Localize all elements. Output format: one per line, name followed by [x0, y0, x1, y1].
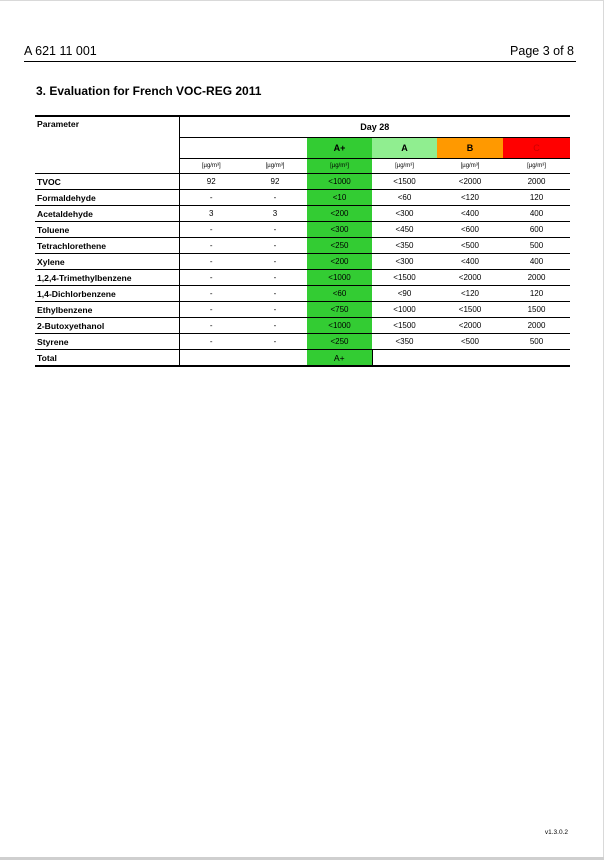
parameter-name: Toluene — [35, 222, 179, 238]
value-cell-a: <350 — [372, 238, 437, 254]
value-cell-v2: - — [243, 334, 307, 350]
evaluation-table-wrapper — [35, 115, 570, 367]
value-cell-v2: - — [243, 270, 307, 286]
blank-header-cell — [243, 138, 307, 159]
table-row — [35, 238, 570, 254]
value-cell-a: <1500 — [372, 174, 437, 190]
version-label: v1.3.0.2 — [544, 829, 568, 836]
value-cell-c: 2000 — [503, 318, 570, 334]
value-cell-ap: <1000 — [307, 270, 372, 286]
table-row — [35, 286, 570, 302]
value-cell-ap: <300 — [307, 222, 372, 238]
day-header: Day 28 — [179, 116, 570, 138]
parameter-name: Xylene — [35, 254, 179, 270]
value-cell-c: 1500 — [503, 302, 570, 318]
value-cell-v1: - — [179, 286, 243, 302]
value-cell-a: <300 — [372, 206, 437, 222]
value-cell-b: <600 — [437, 222, 503, 238]
total-blank-cell — [243, 350, 307, 367]
value-cell-a: <450 — [372, 222, 437, 238]
unit-cell: [µg/m³] — [372, 159, 437, 174]
evaluation-table — [35, 115, 570, 367]
value-cell-v1: - — [179, 334, 243, 350]
page-header — [24, 44, 576, 62]
value-cell-b: <120 — [437, 190, 503, 206]
unit-cell: [µg/m³] — [503, 159, 570, 174]
parameter-name: Tetrachlorethene — [35, 238, 179, 254]
value-cell-a: <1000 — [372, 302, 437, 318]
value-cell-a: <1500 — [372, 318, 437, 334]
value-cell-c: 600 — [503, 222, 570, 238]
value-cell-v2: - — [243, 302, 307, 318]
page-edge-top — [0, 0, 604, 1]
table-row — [35, 190, 570, 206]
table-row — [35, 174, 570, 190]
value-cell-ap: <250 — [307, 334, 372, 350]
value-cell-ap: <1000 — [307, 174, 372, 190]
value-cell-b: <2000 — [437, 318, 503, 334]
value-cell-v1: 92 — [179, 174, 243, 190]
value-cell-v2: 92 — [243, 174, 307, 190]
value-cell-a: <350 — [372, 334, 437, 350]
value-cell-v2: - — [243, 318, 307, 334]
class-c-header: C — [503, 138, 570, 159]
value-cell-v1: - — [179, 318, 243, 334]
parameter-header: Parameter — [35, 116, 179, 174]
value-cell-b: <500 — [437, 334, 503, 350]
parameter-name: 1,4-Dichlorbenzene — [35, 286, 179, 302]
blank-header-cell — [179, 138, 243, 159]
parameter-name: Acetaldehyde — [35, 206, 179, 222]
value-cell-v1: - — [179, 238, 243, 254]
parameter-name: Styrene — [35, 334, 179, 350]
table-row — [35, 302, 570, 318]
parameter-name: Ethylbenzene — [35, 302, 179, 318]
table-row — [35, 254, 570, 270]
value-cell-v2: - — [243, 254, 307, 270]
value-cell-b: <1500 — [437, 302, 503, 318]
value-cell-ap: <750 — [307, 302, 372, 318]
unit-cell: [µg/m³] — [179, 159, 243, 174]
value-cell-c: 2000 — [503, 174, 570, 190]
table-row — [35, 318, 570, 334]
value-cell-c: 500 — [503, 238, 570, 254]
value-cell-v2: - — [243, 286, 307, 302]
total-row — [35, 350, 570, 367]
section-title: 3. Evaluation for French VOC-REG 2011 — [36, 84, 262, 98]
value-cell-b: <400 — [437, 206, 503, 222]
value-cell-c: 400 — [503, 254, 570, 270]
value-cell-a: <90 — [372, 286, 437, 302]
table-row — [35, 334, 570, 350]
class-b-header: B — [437, 138, 503, 159]
value-cell-v1: - — [179, 270, 243, 286]
value-cell-v1: 3 — [179, 206, 243, 222]
value-cell-a: <60 — [372, 190, 437, 206]
value-cell-ap: <250 — [307, 238, 372, 254]
unit-cell: [µg/m³] — [307, 159, 372, 174]
table-row — [35, 270, 570, 286]
value-cell-v1: - — [179, 254, 243, 270]
value-cell-v2: - — [243, 222, 307, 238]
total-blank-cell — [437, 350, 503, 367]
total-blank-cell — [503, 350, 570, 367]
parameter-name: TVOC — [35, 174, 179, 190]
total-blank-cell — [179, 350, 243, 367]
value-cell-v1: - — [179, 190, 243, 206]
page-number: Page 3 of 8 — [510, 44, 574, 58]
class-a-plus-header: A+ — [307, 138, 372, 159]
unit-cell: [µg/m³] — [437, 159, 503, 174]
table-row — [35, 206, 570, 222]
value-cell-v2: - — [243, 190, 307, 206]
value-cell-b: <120 — [437, 286, 503, 302]
value-cell-b: <2000 — [437, 270, 503, 286]
value-cell-b: <400 — [437, 254, 503, 270]
value-cell-v2: - — [243, 238, 307, 254]
parameter-name: 1,2,4-Trimethylbenzene — [35, 270, 179, 286]
class-a-header: A — [372, 138, 437, 159]
value-cell-ap: <60 — [307, 286, 372, 302]
total-label: Total — [35, 350, 179, 367]
value-cell-c: 120 — [503, 286, 570, 302]
value-cell-ap: <1000 — [307, 318, 372, 334]
document-id: A 621 11 001 — [24, 44, 97, 58]
header-rule — [24, 61, 576, 62]
value-cell-c: 500 — [503, 334, 570, 350]
value-cell-v2: 3 — [243, 206, 307, 222]
total-result: A+ — [307, 350, 372, 367]
value-cell-ap: <10 — [307, 190, 372, 206]
value-cell-c: 2000 — [503, 270, 570, 286]
value-cell-a: <1500 — [372, 270, 437, 286]
value-cell-ap: <200 — [307, 254, 372, 270]
value-cell-a: <300 — [372, 254, 437, 270]
table-row — [35, 222, 570, 238]
parameter-name: Formaldehyde — [35, 190, 179, 206]
value-cell-c: 120 — [503, 190, 570, 206]
value-cell-v1: - — [179, 302, 243, 318]
total-blank-cell — [372, 350, 437, 367]
value-cell-ap: <200 — [307, 206, 372, 222]
value-cell-c: 400 — [503, 206, 570, 222]
table-header-row — [35, 116, 570, 138]
unit-cell: [µg/m³] — [243, 159, 307, 174]
value-cell-b: <500 — [437, 238, 503, 254]
value-cell-v1: - — [179, 222, 243, 238]
parameter-name: 2-Butoxyethanol — [35, 318, 179, 334]
value-cell-b: <2000 — [437, 174, 503, 190]
